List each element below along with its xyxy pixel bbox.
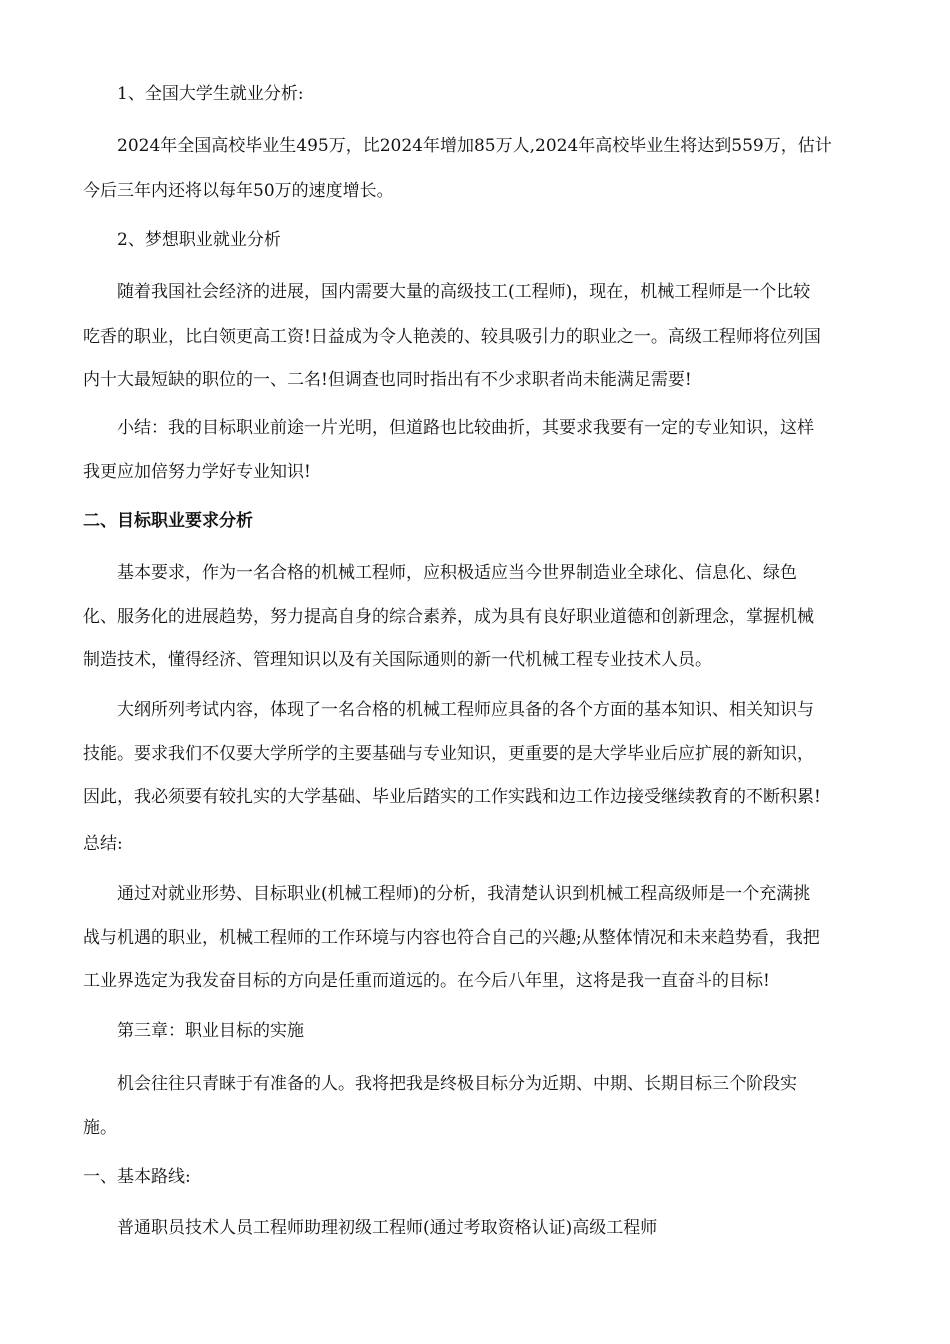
paragraph-line: 施。: [83, 1118, 117, 1138]
paragraph-line: 战与机遇的职业，机械工程师的工作环境与内容也符合自己的兴趣;从整体情况和未来趋势看，我把: [83, 928, 820, 948]
paragraph-line: 技能。要求我们不仅要大学所学的主要基础与专业知识，更重要的是大学毕业后应扩展的新知识，: [83, 744, 814, 764]
paragraph-line: 制造技术，懂得经济、管理知识以及有关国际通则的新一代机械工程专业技术人员。: [83, 650, 712, 670]
section-heading-national-employment: 1、全国大学生就业分析:: [117, 84, 304, 104]
chapter-heading: 第三章：职业目标的实施: [117, 1021, 304, 1041]
section-heading-requirements: 二、目标职业要求分析: [83, 511, 253, 531]
paragraph-line: 工业界选定为我发奋目标的方向是任重而道远的。在今后八年里，这将是我一直奋斗的目标!: [83, 971, 770, 991]
paragraph-line: 通过对就业形势、目标职业(机械工程师)的分析，我清楚认识到机械工程高级师是一个充满挑: [117, 884, 811, 904]
section-heading-basic-route: 一、基本路线:: [83, 1167, 191, 1187]
paragraph-line: 机会往往只青睐于有准备的人。我将把我是终极目标分为近期、中期、长期目标三个阶段实: [117, 1074, 797, 1094]
paragraph-line: 2024年全国高校毕业生495万，比2024年增加85万人,2024年高校毕业生将达到559万，估计: [117, 136, 832, 156]
paragraph-line: 内十大最短缺的职位的一、二名!但调查也同时指出有不少求职者尚未能满足需要!: [83, 370, 692, 390]
section-heading-dream-career: 2、梦想职业就业分析: [117, 230, 281, 250]
paragraph-line: 随着我国社会经济的进展，国内需要大量的高级技工(工程师)，现在，机械工程师是一个比较: [117, 282, 811, 302]
summary-paragraph-line: 我更应加倍努力学好专业知识!: [83, 462, 311, 482]
paragraph-line: 吃香的职业，比白领更高工资!日益成为令人艳羡的、较具吸引力的职业之一。高级工程师将位列国: [83, 327, 821, 347]
summary-paragraph-line: 小结：我的目标职业前途一片光明，但道路也比较曲折，其要求我要有一定的专业知识，这样: [117, 418, 814, 438]
paragraph-line: 大纲所列考试内容，体现了一名合格的机械工程师应具备的各个方面的基本知识、相关知识与: [117, 700, 814, 720]
conclusion-heading: 总结:: [83, 834, 123, 854]
paragraph-line: 基本要求，作为一名合格的机械工程师，应积极适应当今世界制造业全球化、信息化、绿色: [117, 563, 797, 583]
paragraph-line: 化、服务化的进展趋势，努力提高自身的综合素养，成为具有良好职业道德和创新理念，掌握机械: [83, 607, 814, 627]
career-path-line: 普通职员技术人员工程师助理初级工程师(通过考取资格认证)高级工程师: [117, 1218, 658, 1238]
paragraph-line: 因此，我必须要有较扎实的大学基础、毕业后踏实的工作实践和边工作边接受继续教育的不断积累!: [83, 787, 821, 807]
paragraph-line: 今后三年内还将以每年50万的速度增长。: [83, 181, 394, 201]
